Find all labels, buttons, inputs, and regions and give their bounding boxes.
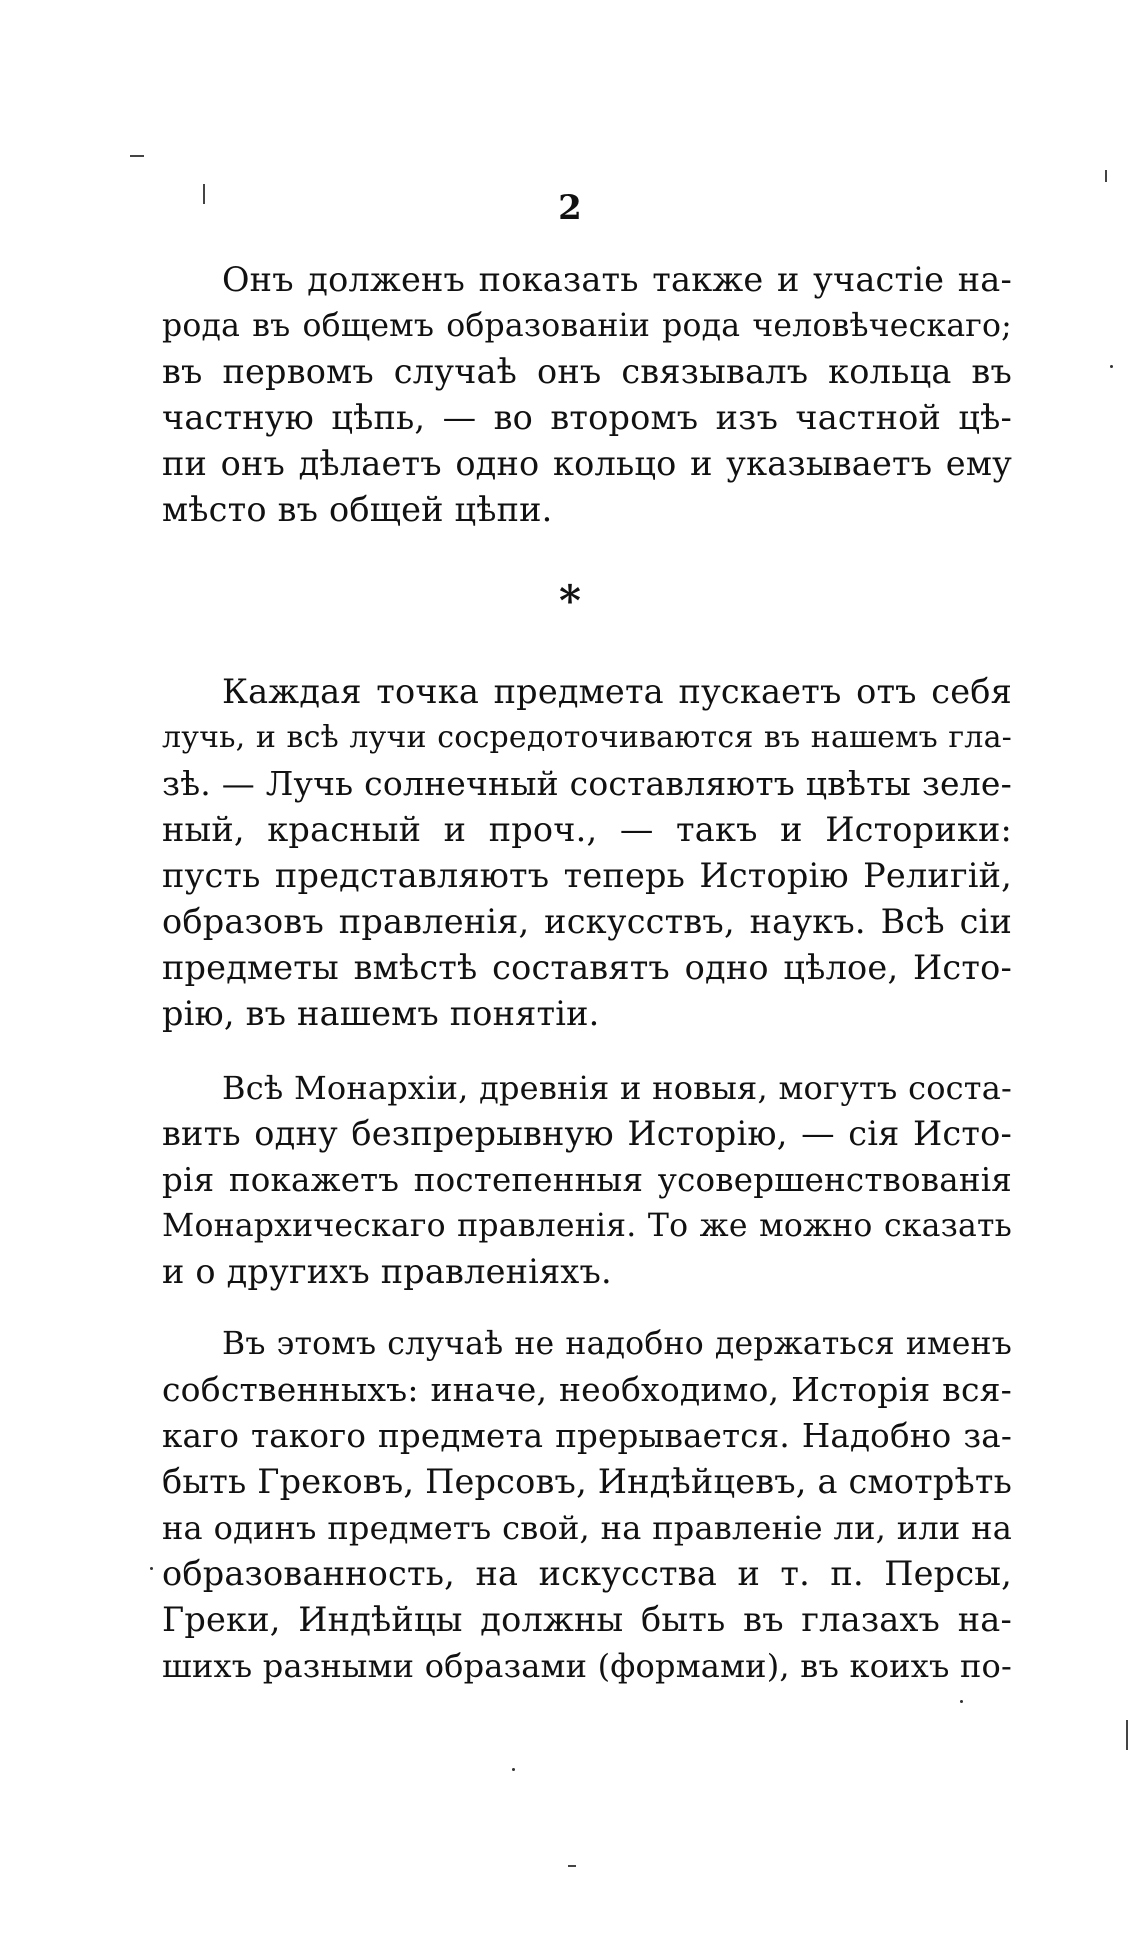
scan-speck: [1110, 365, 1113, 368]
scan-mark-right-bottom: [1126, 1720, 1128, 1750]
p3-line-1: Всѣ Монархіи, древнія и новыя, могутъ соста-: [222, 1069, 1012, 1107]
p2-line-5: пусть представляютъ теперь Исторію Религій,: [162, 856, 1012, 895]
p3-line-4: Монархическаго правленія. То же можно сказать: [162, 1208, 1012, 1244]
p1-line-3: въ первомъ случаѣ онъ связывалъ кольца въ: [162, 352, 1012, 391]
scan-mark-bottom: [568, 1865, 576, 1867]
scan-speck: [512, 1768, 515, 1771]
p4-line-2: собственныхъ: иначе, необходимо, Исторія вся-: [162, 1370, 1012, 1409]
p2-line-4: ный, красный и проч., — такъ и Историки:: [162, 810, 1012, 849]
p4-line-6: образованность, на искусства и т. п. Персы,: [162, 1554, 1012, 1593]
scan-mark-top-left: [130, 155, 144, 157]
section-separator-asterisk: *: [559, 576, 581, 625]
p1-line-2: рода въ общемъ образованіи рода человѣческаго;: [162, 308, 1012, 344]
p1-line-5: пи онъ дѣлаетъ одно кольцо и указываетъ ему: [162, 444, 1012, 483]
p2-line-2: лучь, и всѣ лучи сосредоточиваются въ нашемъ гла-: [162, 720, 1012, 755]
p1-line-6: мѣсто въ общей цѣпи.: [162, 490, 553, 529]
scan-mark-top-right: [1105, 170, 1107, 182]
p4-line-4: быть Грековъ, Персовъ, Индѣйцевъ, а смотрѣть: [162, 1462, 1013, 1501]
p4-line-7: Греки, Индѣйцы должны быть въ глазахъ на-: [162, 1600, 1012, 1639]
p2-line-7: предметы вмѣстѣ составятъ одно цѣлое, Исто-: [162, 948, 1012, 987]
p4-line-8: шихъ разными образами (формами), въ коихъ по-: [162, 1647, 1012, 1685]
scan-speck: [960, 1700, 963, 1703]
p2-line-3: зѣ. — Лучь солнечный составляютъ цвѣты зеле-: [162, 764, 1012, 803]
scan-mark-left-tick: [203, 184, 205, 204]
p2-line-1: Каждая точка предмета пускаетъ отъ себя: [222, 672, 1012, 711]
p4-line-5: на одинъ предметъ свой, на правленіе ли, или на: [162, 1509, 1012, 1547]
p1-line-1: Онъ долженъ показать также и участіе на-: [222, 260, 1012, 299]
p4-line-3: каго такого предмета прерывается. Надобно за-: [162, 1417, 1012, 1455]
p4-line-1: Въ этомъ случаѣ не надобно держаться именъ: [222, 1326, 1012, 1362]
p1-line-4: частную цѣпь, — во второмъ изъ частной цѣ-: [162, 398, 1012, 437]
p3-line-2: вить одну безпрерывную Исторію, — сія Исто-: [162, 1114, 1012, 1153]
scan-speck: [150, 1567, 153, 1570]
p3-line-3: рія покажетъ постепенныя усовершенствованія: [162, 1161, 1012, 1199]
page-number: 2: [558, 188, 582, 228]
p2-line-6: образовъ правленія, искусствъ, наукъ. Всѣ сіи: [162, 902, 1012, 941]
p2-line-8: рію, въ нашемъ понятіи.: [162, 994, 600, 1033]
p3-line-5: и о другихъ правленіяхъ.: [162, 1252, 612, 1291]
